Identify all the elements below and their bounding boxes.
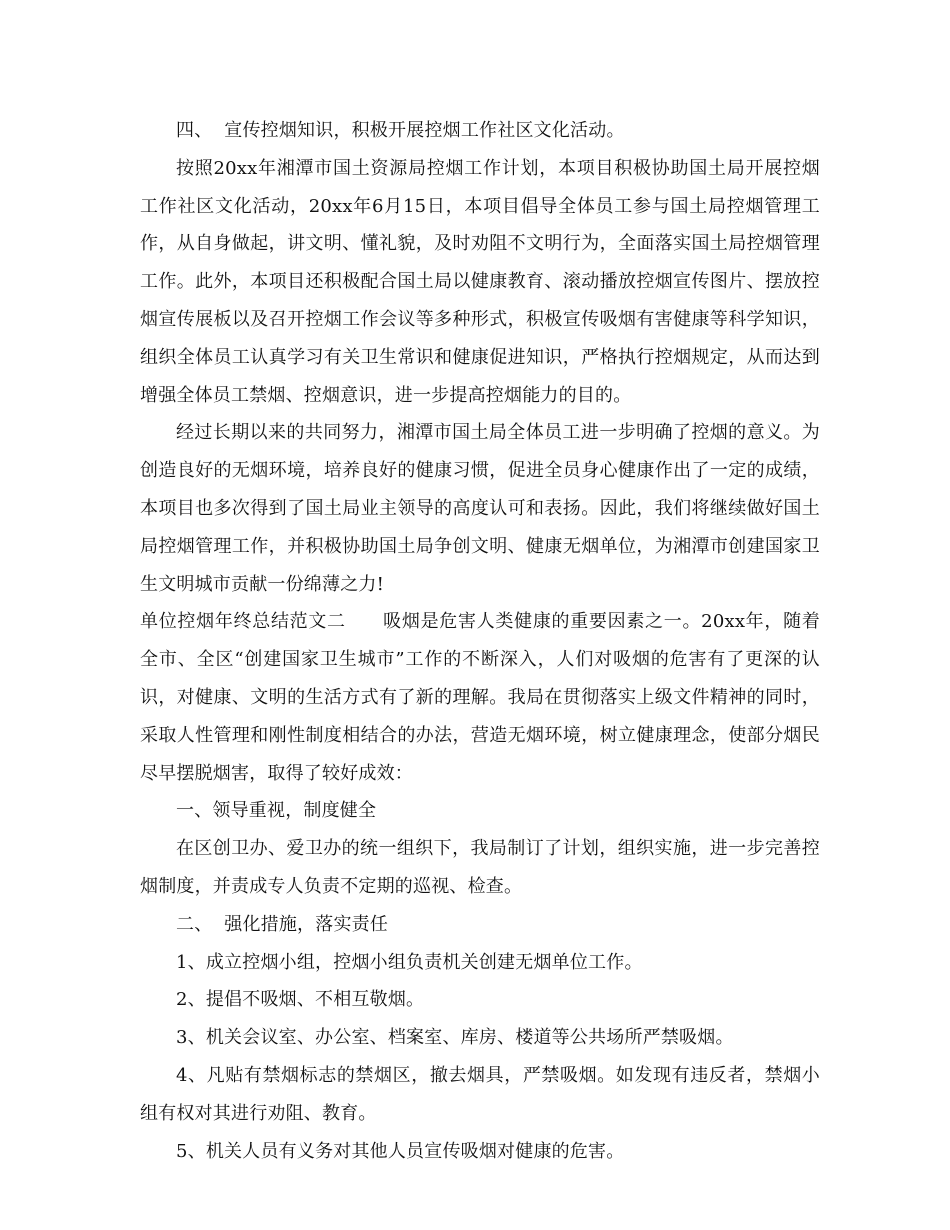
- document-body: [140, 112, 820, 1170]
- list-item: 2、提倡不吸烟、不相互敬烟。: [176, 989, 425, 1011]
- section-heading-1: 一、领导重视，制度健全: [176, 800, 377, 822]
- list-item: 3、机关会议室、办公室、档案室、库房、楼道等公共场所严禁吸烟。: [176, 1027, 734, 1049]
- body-paragraph: 经过长期以来的共同努力，湘潭市国土局全体员工进一步明确了控烟的意义。为创造良好的无烟环境，培养良好的健康习惯，促进全员身心健康作出了一定的成绩，本项目也多次得到了国土局业主领导的高度认可和表扬。因此，我们将继续做好国土局控烟管理工作，并积极协助国土局争创文明、健康无烟单位，为湘潭市创建国家卫生文明城市贡献一份绵薄之力!: [140, 422, 820, 595]
- section-title-paragraph: 单位控烟年终总结范文二 吸烟是危害人类健康的重要因素之一。20xx年，随着全市、全区“创建国家卫生城市”工作的不断深入，人们对吸烟的危害有了更深的认识，对健康、文明的生活方式有了新的理解。我局在贯彻落实上级文件精神的同时，采取人性管理和刚性制度相结合的办法，营造无烟环境，树立健康理念，使部分烟民尽早摆脱烟害，取得了较好成效：: [140, 611, 820, 784]
- list-item: 4、凡贴有禁烟标志的禁烟区，撤去烟具，严禁吸烟。如发现有违反者，禁烟小组有权对其进行劝阻、教育。: [140, 1064, 820, 1124]
- body-paragraph: 按照20xx年湘潭市国土资源局控烟工作计划，本项目积极协助国土局开展控烟工作社区文化活动，20xx年6月15日，本项目倡导全体员工参与国土局控烟管理工作，从自身做起，讲文明、懂礼貌，及时劝阻不文明行为，全面落实国土局控烟管理工作。此外，本项目还积极配合国土局以健康教育、滚动播放控烟宣传图片、摆放控烟宣传展板以及召开控烟工作会议等多种形式，积极宣传吸烟有害健康等科学知识，组织全体员工认真学习有关卫生常识和健康促进知识，严格执行控烟规定，从而达到增强全体员工禁烟、控烟意识，进一步提高控烟能力的目的。: [140, 157, 820, 406]
- section-heading-4: 四、 宣传控烟知识，积极开展控烟工作社区文化活动。: [176, 120, 625, 141]
- body-paragraph: 在区创卫办、爱卫办的统一组织下，我局制订了计划，组织实施，进一步完善控烟制度，并责成专人负责不定期的巡视、检查。: [140, 838, 820, 897]
- list-item: 5、机关人员有义务对其他人员宣传吸烟对健康的危害。: [176, 1140, 625, 1162]
- section-heading-2: 二、 强化措施，落实责任: [176, 913, 389, 935]
- list-item: 1、成立控烟小组，控烟小组负责机关创建无烟单位工作。: [176, 951, 643, 973]
